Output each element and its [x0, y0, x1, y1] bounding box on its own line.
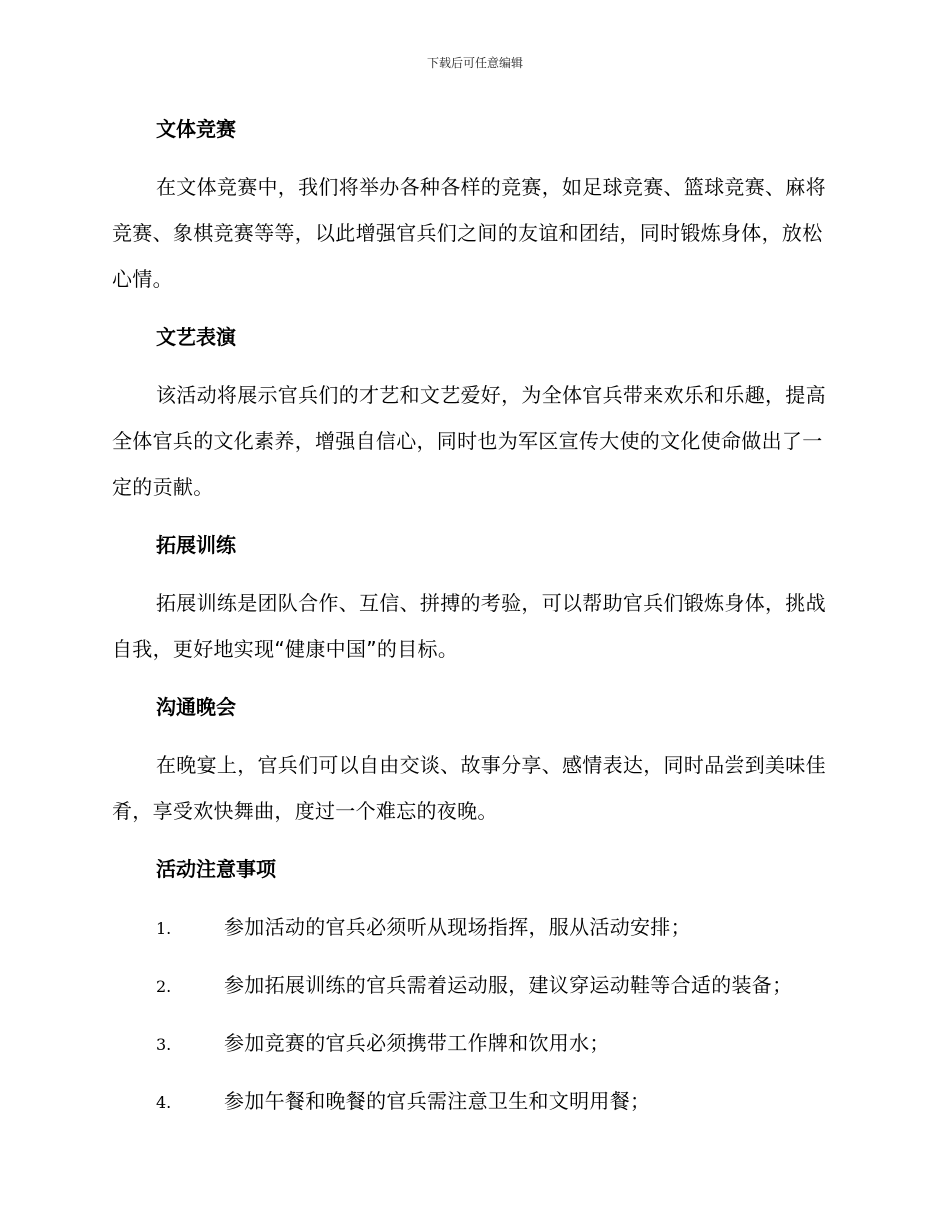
notes-list — [112, 904, 832, 1136]
section-body-evening: 在晚宴上，官兵们可以自由交谈、故事分享、感情表达，同时品尝到美味佳肴，享受欢快舞曲，度过一个难忘的夜晚。 — [112, 753, 826, 823]
document-body — [112, 106, 832, 1136]
list-item-text: 参加午餐和晚餐的官兵需注意卫生和文明用餐； — [224, 1089, 651, 1113]
list-item-text: 参加活动的官兵必须听从现场指挥，服从活动安排； — [224, 915, 691, 939]
list-item-number: 3. — [156, 1035, 172, 1054]
list-item-number: 2. — [156, 977, 172, 996]
section-heading-performance: 文艺表演 — [156, 325, 236, 349]
list-item-text: 参加拓展训练的官兵需着运动服，建议穿运动鞋等合适的装备； — [224, 973, 793, 997]
list-item-number: 4. — [156, 1093, 172, 1112]
list-item-text: 参加竞赛的官兵必须携带工作牌和饮用水； — [224, 1031, 610, 1055]
list-item — [112, 904, 832, 962]
section-body-sports: 在文体竞赛中，我们将举办各种各样的竞赛，如足球竞赛、篮球竞赛、麻将竞赛、象棋竞赛等等，以此增强官兵们之间的友谊和团结，同时锻炼身体，放松心情。 — [112, 175, 826, 291]
section-body-training: 拓展训练是团队合作、互信、拼搏的考验，可以帮助官兵们锻炼身体，挑战自我，更好地实现“健康中国”的目标。 — [112, 591, 826, 661]
list-item-number: 1. — [156, 919, 172, 938]
section-body-performance: 该活动将展示官兵们的才艺和文艺爱好，为全体官兵带来欢乐和乐趣，提高全体官兵的文化素养，增强自信心，同时也为军区宣传大使的文化使命做出了一定的贡献。 — [112, 383, 826, 499]
list-item — [112, 1078, 832, 1136]
section-heading-training: 拓展训练 — [156, 533, 236, 557]
notes-heading: 活动注意事项 — [156, 857, 276, 881]
header-note: 下载后可任意编辑 — [426, 56, 523, 70]
list-item — [112, 1020, 832, 1078]
list-item — [112, 962, 832, 1020]
section-heading-sports: 文体竞赛 — [156, 117, 236, 141]
section-heading-evening: 沟通晚会 — [156, 695, 236, 719]
